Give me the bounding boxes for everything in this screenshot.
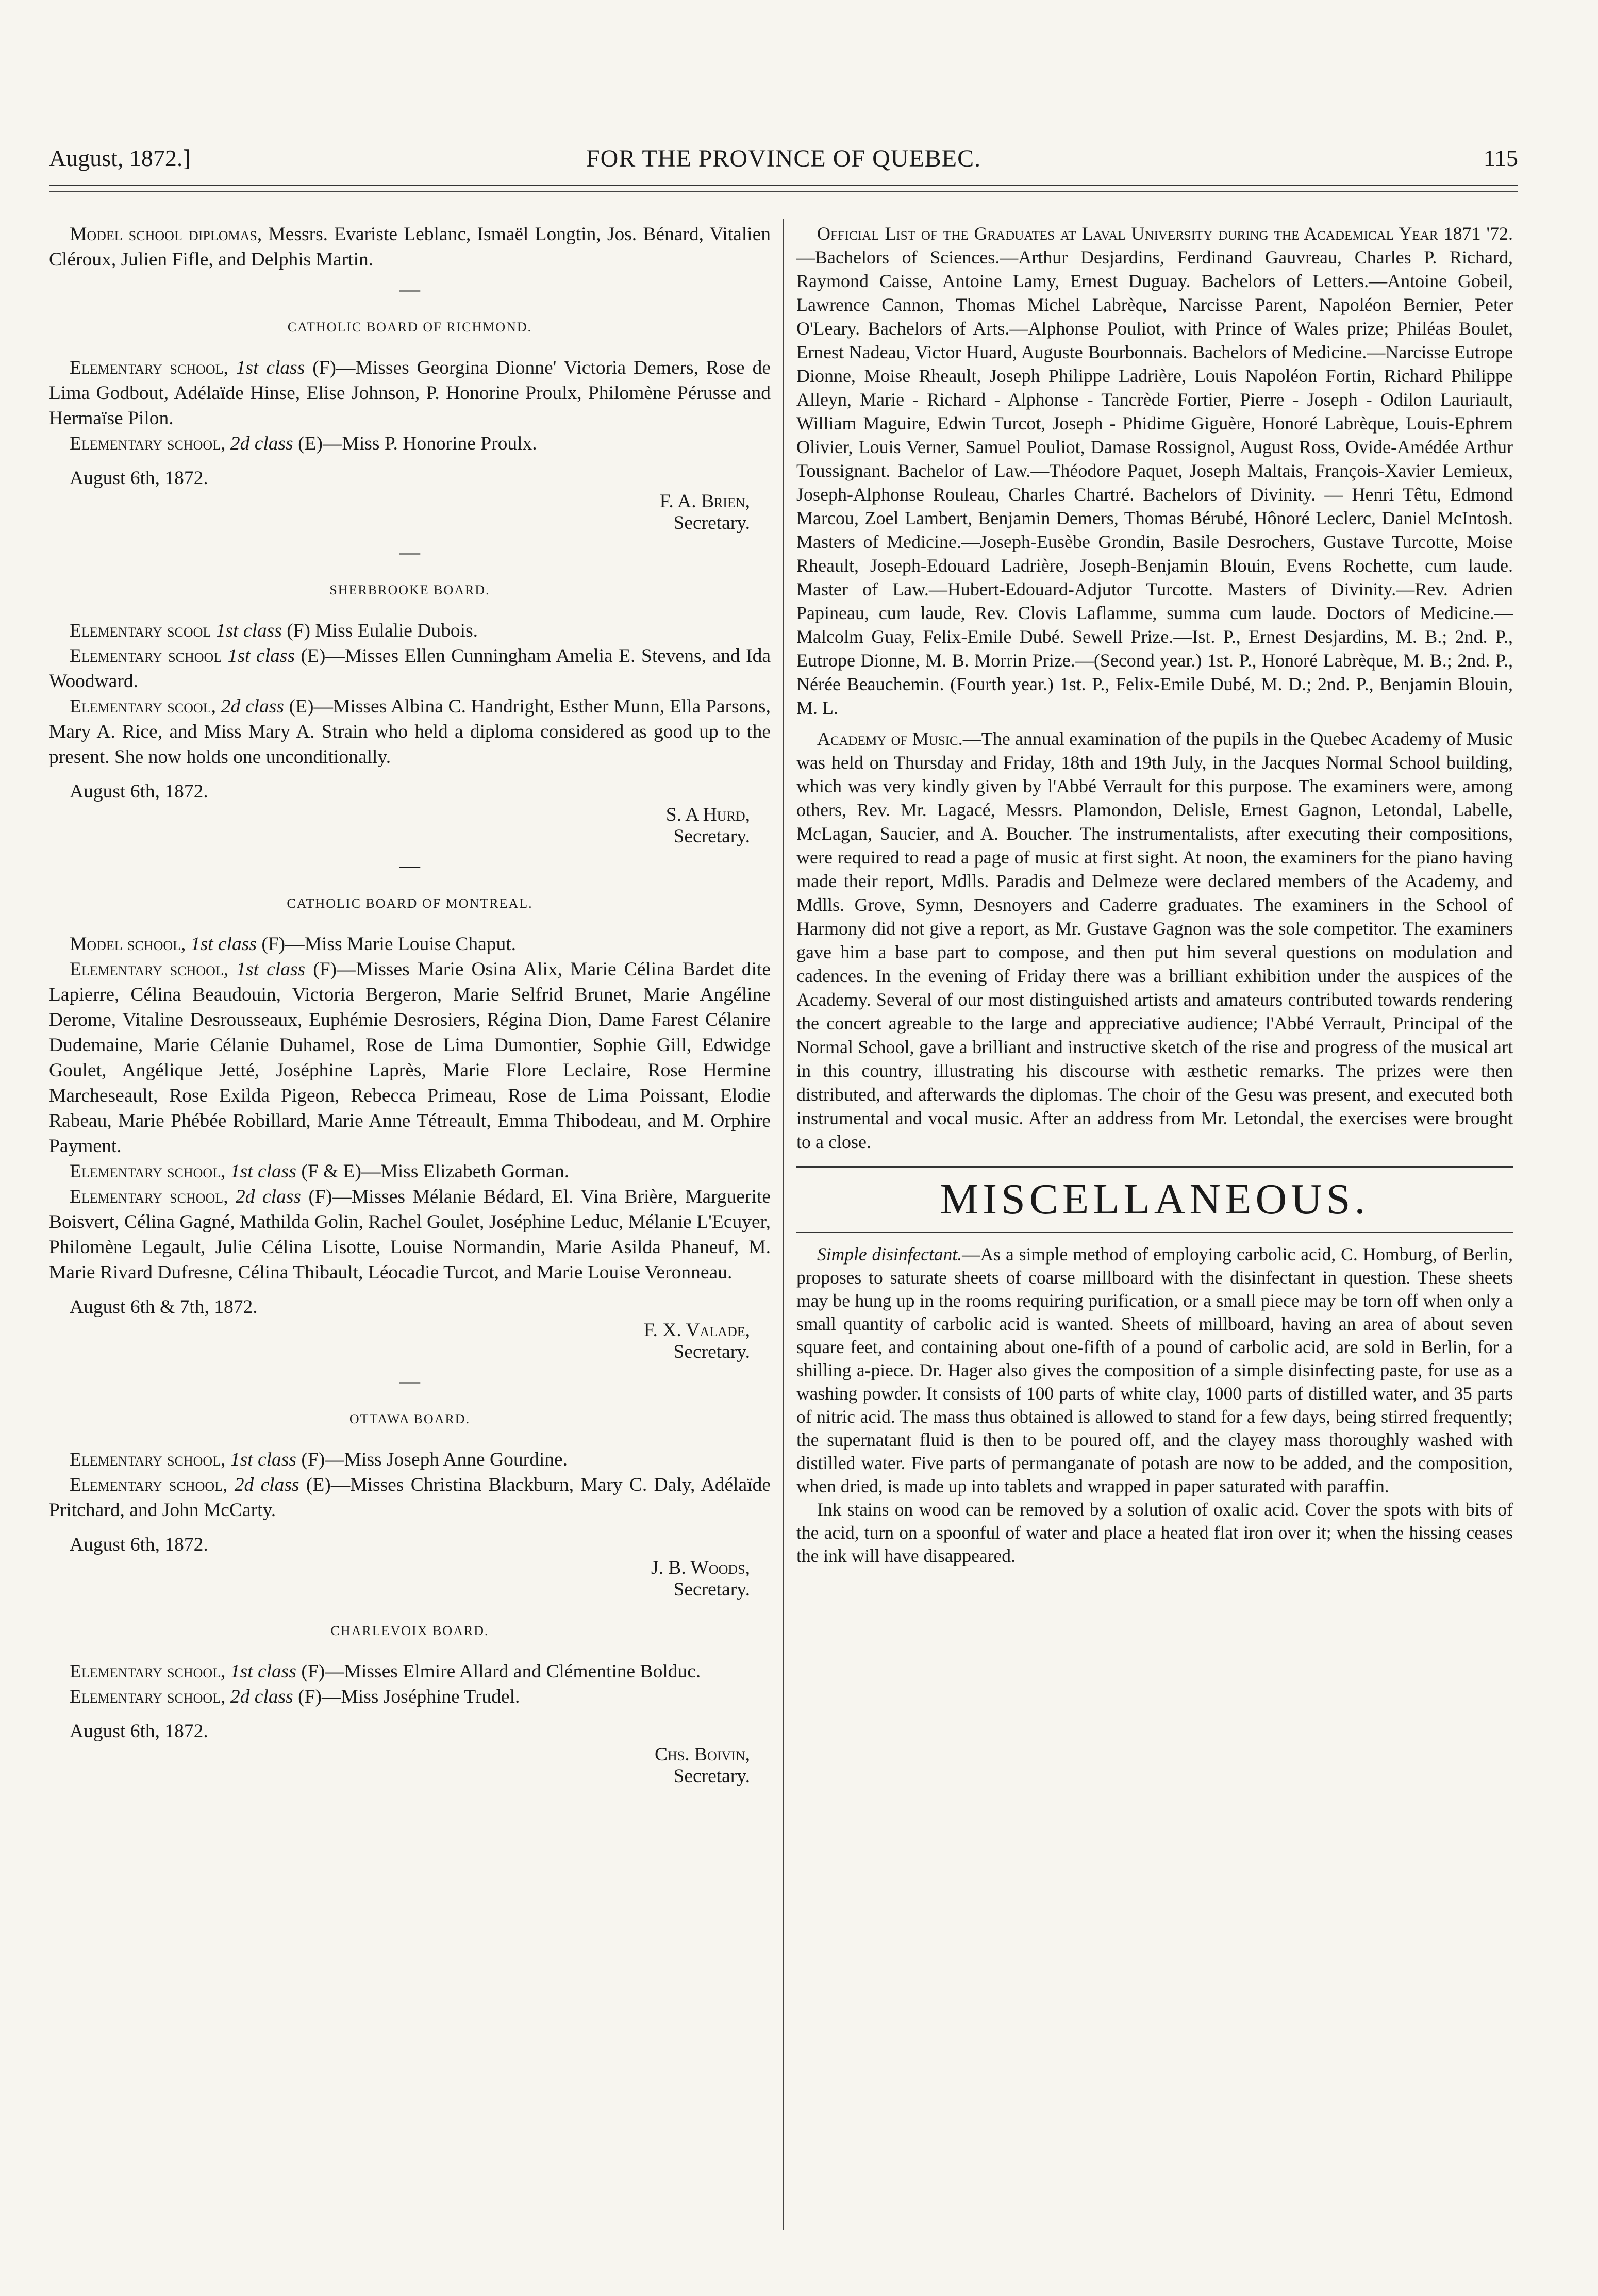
miscellaneous-heading: MISCELLANEOUS.	[940, 1175, 1370, 1223]
left-column: Model school diplomas, Messrs. Evariste Leblanc, Ismaël Longtin, Jos. Bénard, Vitalien Cléroux, Julien Fifle, and Delphis Martin. — CATHOLIC BOARD OF RICHMOND. Elementary school, 1st class (F)—Misses Georgina Dionne' Victoria Demers, Rose de Lima Godbout, Adélaïde Hinse, Elise Johnson, P. Honorine Proulx, Philomène Pérusse and Hermaïse Pilon. Elementary school, 2d class (E)—Miss P. Honorine Proulx. August 6th, 1872. F. A. Brien, Secretary. — SHERBROOKE BOARD. Elementary scool 1st class (F) Miss Eulalie Dubois. Elementary school 1st class (E)—Misses Ellen Cunningham Amelia E. Stevens, and Ida Woodward. Elementary scool, 2d class (E)—Misses Albina C. Handright, Esther Munn, Ella Parsons, Mary A. Rice, and Miss Mary A. Strain who held a diploma considered as good up to the present. She now holds one unconditionally. August 6th, 1872. S. A Hurd, Secretary. — CATHOLIC BOARD OF MONTREAL. Model school, 1st class (F)—Miss Marie Louise Chaput. Elementary school, 1st class (F)—Misses Marie Osina Alix, Marie Célina Bardet dite Lapierre, Célina Beaudouin, Victoria Bergeron, Marie Selfrid Brunet, Marie Angéline Derome, Vitaline Desrousseaux, Euphémie Desrosiers, Régina Dion, Dame Farest Célanire Dudemaine, Marie Célanie Duhamel, Rose de Lima Dumontier, Sophie Gill, Edwidge Goulet, Angélique Jetté, Joséphine Laprès, Marie Flore Leclaire, Rose Hermine Marcheseault, Rose Exilda Pigeon, Rebecca Primeau, Rose de Lima Poissant, Elodie Rabeau, Marie Phébée Robillard, Marie Anne Tétreault, Emma Thibodeau, and M. Orphire Payment. Elementary school, 1st class (F & E)—Miss Elizabeth Gorman. Elementary school, 2d class (F)—Misses Mélanie Bédard, El. Vina Brière, Marguerite Boisvert, Célina Gagné, Mathilda Golin, Rachel Goulet, Joséphine Leduc, Mélanie L'Ecuyer, Philomène Legault, Julie Célina Lisotte, Louise Normandin, Marie Asilda Phaneuf, M. Marie Rivard Dufresne, Célina Thibault, Léocadie Turcot, and Marie Louise Veronneau. August 6th & 7th, 1872. F. X. Valade, Secretary. — OTTAWA BOARD. Elementary school, 1st class (F)—Miss Joseph Anne Gourdine. Elementary school, 2d class (E)—Misses Christina Blackburn, Mary C. Daly, Adélaïde Pritchard, and John McCarty. August 6th, 1872. J. B. Woods, Secretary. CHARLEVOIX BOARD. Elementary school, 1st class (F)—Misses Elmire Allard and Clémentine Bolduc. Elementary school, 2d class (F)—Miss Joséphine Trudel. August 6th, 1872. Chs. Boivin, Secretary.	[49, 222, 771, 1798]
ink-stains-paragraph: Ink stains on wood can be removed by a solution of oxalic acid. Cover the spots with bits of the acid, turn on a spoonful of water and place a heated flat iron over it; when the hissing ceases the ink will have disappeared.	[796, 1499, 1513, 1566]
richmond-paragraph-1: Elementary school, 1st class (F)—Misses Georgina Dionne' Victoria Demers, Rose de Lima Godbout, Adélaïde Hinse, Elise Johnson, P. Honorine Proulx, Philomène Pérusse and Hermaïse Pilon.	[49, 357, 771, 429]
ottawa-signature: J. B. Woods, Secretary.	[651, 1557, 750, 1600]
board-heading-charlevoix: CHARLEVOIX BOARD.	[330, 1623, 489, 1638]
charlevoix-paragraph-1: Elementary school, 1st class (F)—Misses Elmire Allard and Clémentine Bolduc.	[70, 1661, 701, 1682]
richmond-date: August 6th, 1872.	[70, 468, 208, 489]
header-title: FOR THE PROVINCE OF QUEBEC.	[586, 145, 981, 172]
laval-graduates-paragraph: Official List of the Graduates at Laval University during the Academical Year 1871 '72.—Bachelors of Sciences.—Arthur Desjardins, Ferdinand Gauvreau, Charles P. Richard, Raymond Caisse, Antoine Lamy, Ernest Duguay. Bachelors of Letters.—Antoine Gobeil, Lawrence Cannon, Thomas Michel Labrèque, Narcisse Parent, Napoléon Bernier, Peter O'Leary. Bachelors of Arts.—Alphonse Pouliot, with Prince of Wales prize; Philéas Boulet, Ernest Nadeau, Victor Huard, Auguste Bourbonnais. Bachelors of Medicine.—Narcisse Eutrope Dionne, Moise Rheault, Joseph Philippe Ladrière, Louis Napoléon Fortin, Richard Philippe Alleyn, Marie - Richard - Alphonse - Tancrède Fortier, Pierre - Joseph - Odilon Lauriault, William Maguire, Edwin Turcot, Joseph - Phidime Giguère, Honoré Labrèque, Louis-Ephrem Olivier, Louis Verner, Samuel Pouliot, Damase Rossignol, August Ross, Ovide-Amédée Arthur Toussignant. Bachelor of Law.—Théodore Paquet, Joseph Maltais, François-Xavier Lemieux, Joseph-Alphonse Rouleau, Charles Chartré. Bachelors of Divinity. — Henri Têtu, Edmond Marcou, Zoel Lambert, Benjamin Demers, Thomas Bérubé, Hônoré Leclerc, Daniel McIntosh. Masters of Medicine.—Joseph-Eusèbe Grondin, Basile Desrochers, Gustave Turcotte, Moise Rheault, Joseph-Edouard Ladrière, Joseph-Benjamin Blouin, Evens Rochette, cum laude. Master of Law.—Hubert-Edouard-Adjutor Turcotte. Masters of Divinity.—Rev. Adrien Papineau, cum laude, Rev. Clovis Laflamme, summa cum laude. Doctors of Medicine.—Malcolm Guay, Felix-Emile Dubé. Sewell Prize.—Ist. P., Ernest Desjardins, M. B.; 2nd. P., Eutrope Dionne, M. B. Morrin Prize.—(Second year.) 1st. P., Honoré Labrèque, M. B.; 2nd. P., Nérée Beauchemin. (Fourth year.) 1st. P., Felix-Emile Dubé, M. D.; 2nd. P., Benjamin Blouin, M. L.	[796, 223, 1513, 718]
academy-of-music-paragraph: Academy of Music.—The annual examination of the pupils in the Quebec Academy of Music was held on Thursday and Friday, 18th and 19th July, in the Jacques Normal School building, which was very kindly given by l'Abbé Verrault for this purpose. The examiners were, among others, Rev. Mr. Lagacé, Messrs. Plamondon, Delisle, Ernest Gagnon, Letondal, Labelle, McLagan, Saucier, and A. Boucher. The instrumentalists, after executing their compositions, were required to read a page of music at first sight. At noon, the examiners for the piano having made their report, Mdlls. Paradis and Delmeze were declared members of the Academy, and Mdlls. Grove, Symn, Desnoyers and Caderre graduates. The examiners in the School of Harmony did not give a report, as Mr. Gustave Gagnon was the sole competitor. The examiners gave him a base part to compose, and then put him several questions on modulation and cadences. In the evening of Friday there was a brilliant exhibition under the auspices of the Academy. Several of our most distinguished artists and amateurs contributed towards rendering the concert agreable to the large and appreciative audience; l'Abbé Verrault, Principal of the Normal School, gave a brilliant and instructive sketch of the rise and progress of the musical art in this country, illustrating his discourse with æsthetic remarks. The prizes were then distributed, and afterwards the diplomas. The choir of the Gesu was present, and executed both instrumental and vocal music. After an address from Mr. Letondal, the exercises were brought to a close.	[796, 728, 1513, 1152]
charlevoix-signature: Chs. Boivin, Secretary.	[654, 1744, 750, 1787]
sherbrooke-paragraph-2: Elementary school 1st class (E)—Misses Ellen Cunningham Amelia E. Stevens, and Ida Woodward.	[49, 645, 771, 692]
disinfectant-paragraph: Simple disinfectant.—As a simple method of employing carbolic acid, C. Homburg, of Berlin, proposes to saturate sheets of coarse millboard with the disinfectant in question. These sheets may be hung up in the rooms requiring purification, or a small piece may be torn off when only a small quantity of carbolic acid is wanted. Sheets of millboard, having an area of about seven square feet, and containing about one-fifth of a pound of carbolic acid, are sold in Berlin, for a shilling a-piece. Dr. Hager also gives the composition of a simple disinfecting paste, for use as a washing powder. It consists of 100 parts of white clay, 1000 parts of distilled water, and 35 parts of nitric acid. The mass thus obtained is allowed to stand for a few days, being stirred frequently; the supernatant fluid is then to be poured off, and the clayey mass thoroughly washed with distilled water. Five parts of permanganate of potash are now to be added, and the composition, when dried, is made up into tablets and wrapped in paper saturated with paraffin.	[796, 1244, 1513, 1496]
board-heading-richmond: CATHOLIC BOARD OF RICHMOND.	[287, 320, 532, 335]
richmond-paragraph-2: Elementary school, 2d class (E)—Miss P. Honorine Proulx.	[70, 433, 537, 454]
montreal-paragraph-4: Elementary school, 2d class (F)—Misses Mélanie Bédard, El. Vina Brière, Marguerite Boisvert, Célina Gagné, Mathilda Golin, Rachel Goulet, Joséphine Leduc, Mélanie L'Ecuyer, Philomène Legault, Julie Célina Lisotte, Louise Normandin, Marie Asilda Phaneuf, M. Marie Rivard Dufresne, Célina Thibault, Léocadie Turcot, and Marie Louise Veronneau.	[49, 1186, 771, 1283]
header-rule	[49, 185, 1518, 186]
board-heading-ottawa: OTTAWA BOARD.	[349, 1411, 471, 1426]
montreal-paragraph-1: Model school, 1st class (F)—Miss Marie Louise Chaput.	[70, 934, 517, 955]
ottawa-date: August 6th, 1872.	[70, 1534, 208, 1555]
sherbrooke-paragraph-1: Elementary scool 1st class (F) Miss Eulalie Dubois.	[70, 620, 478, 641]
header-date: August, 1872.]	[49, 145, 191, 171]
page-number: 115	[1483, 145, 1518, 171]
ottawa-paragraph-2: Elementary school, 2d class (E)—Misses Christina Blackburn, Mary C. Daly, Adélaïde Pritchard, and John McCarty.	[49, 1474, 771, 1521]
sherbrooke-date: August 6th, 1872.	[70, 781, 208, 802]
sherbrooke-signature: S. A Hurd, Secretary.	[665, 804, 750, 847]
montreal-signature: F. X. Valade, Secretary.	[643, 1320, 750, 1362]
header-rule-thin	[49, 191, 1518, 192]
section-dash: —	[400, 277, 420, 301]
board-heading-montreal: CATHOLIC BOARD OF MONTREAL.	[287, 896, 533, 911]
montreal-paragraph-2: Elementary school, 1st class (F)—Misses Marie Osina Alix, Marie Célina Bardet dite Lapierre, Célina Beaudouin, Victoria Bergeron, Marie Selfrid Brunet, Marie Angéline Derome, Vitaline Desrousseaux, Euphémie Desrosiers, Régina Dion, Dame Farest Célanire Dudemaine, Marie Célanie Duhamel, Rose de Lima Dumontier, Sophie Gill, Edwidge Goulet, Angélique Jetté, Joséphine Laprès, Marie Flore Leclaire, Rose Hermine Marcheseault, Rose Exilda Pigeon, Rebecca Primeau, Rose de Lima Poissant, Elodie Rabeau, Marie Phébée Robillard, Marie Anne Tétreault, Emma Thibodeau, and M. Orphire Payment.	[49, 959, 771, 1157]
montreal-date: August 6th & 7th, 1872.	[70, 1296, 258, 1318]
column-divider	[783, 219, 784, 2230]
richmond-signature: F. A. Brien, Secretary.	[659, 491, 750, 534]
montreal-paragraph-3: Elementary school, 1st class (F & E)—Miss Elizabeth Gorman.	[70, 1161, 570, 1182]
right-column	[796, 222, 1513, 1568]
miscellaneous-heading-box	[796, 1166, 1513, 1233]
sherbrooke-paragraph-3: Elementary scool, 2d class (E)—Misses Albina C. Handright, Esther Munn, Ella Parsons, Mary A. Rice, and Miss Mary A. Strain who held a diploma considered as good up to the present. She now holds one unconditionally.	[49, 696, 771, 768]
charlevoix-date: August 6th, 1872.	[70, 1721, 208, 1742]
running-header	[49, 144, 1518, 191]
model-diplomas-paragraph: Model school diplomas, Messrs. Evariste Leblanc, Ismaël Longtin, Jos. Bénard, Vitalien Cléroux, Julien Fifle, and Delphis Martin.	[49, 224, 771, 270]
ottawa-paragraph-1: Elementary school, 1st class (F)—Miss Joseph Anne Gourdine.	[70, 1449, 568, 1470]
board-heading-sherbrooke: SHERBROOKE BOARD.	[329, 583, 490, 597]
charlevoix-paragraph-2: Elementary school, 2d class (F)—Miss Joséphine Trudel.	[70, 1686, 520, 1707]
